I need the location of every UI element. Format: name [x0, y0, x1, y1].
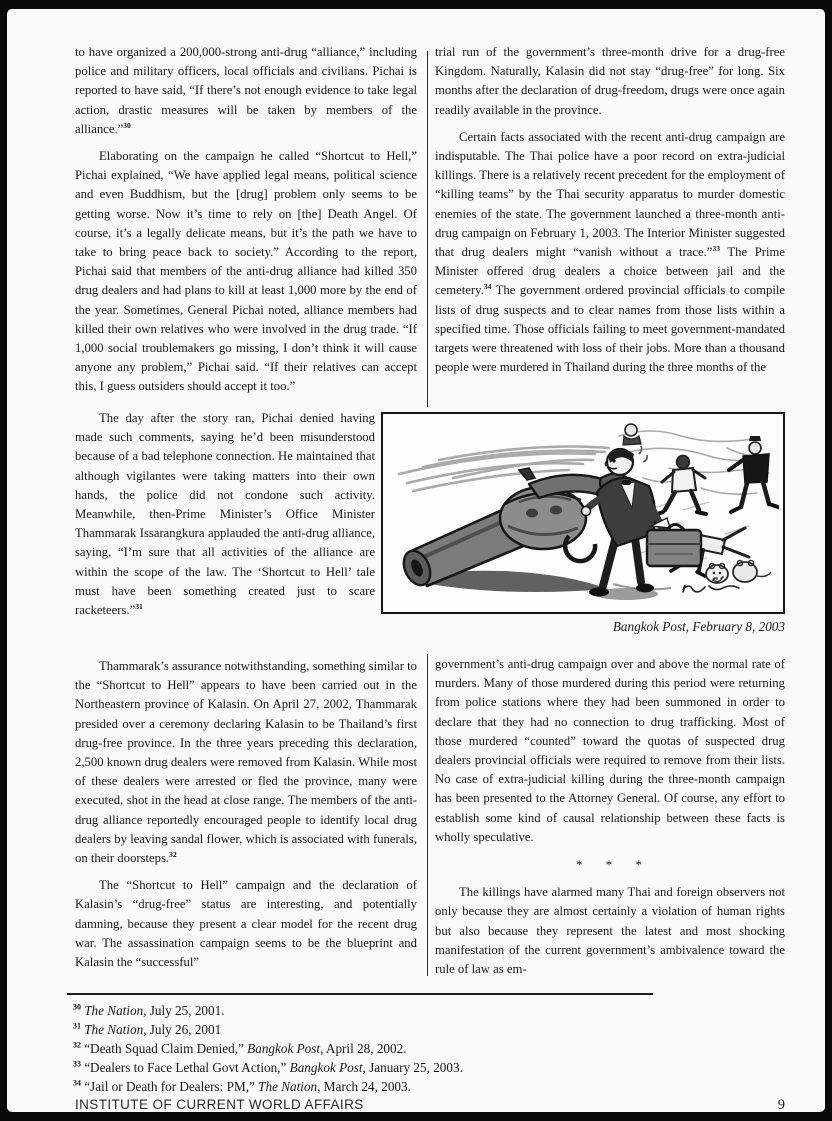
paragraph: The day after the story ran, Pichai denied having made such comments, saying he’d been misunderstood because of a bad telephone connection. He maintained that although vigilantes were taking matters into their own hands, the police did not condone such activity. Meanwhile, then-Prime Minister’s Office Minister Thammarak Issarangkura applauded the anti-drug alliance, saying, “I’m sure that all activities of the alliance are within the scope of the law. The ‘Shortcut to Hell’ tale must have been something created just to scare racketeers.”$^{31}$ [75, 411, 375, 618]
paragraph: The “Shortcut to Hell” campaign and the declaration of Kalasin’s “drug-free” status are interesting, and potentially damning, because they present a clear model for the recent drug war. The assassination campaign seems to be the blueprint and Kalasin the “successful” [75, 878, 417, 970]
cartoon-fleeing-figure [655, 456, 706, 516]
paragraph: trial run of the government’s three-month drive for a drug-free Kingdom. Naturally, Kalasin did not stay “drug-free” for long. Six months after the declaration of drug-freedom, drugs were once again readily available in the province. [435, 45, 785, 117]
paragraph: Elaborating on the campaign he called “Shortcut to Hell,” Pichai explained, “We have applied legal means, political science and even Buddhism, but the [drug] problem only seems to be getting worse. Now it’s time to rely on [the] Death Angel. Of course, it’s a legally delicate means, but it’s the path we have to take to bring peace back to society.” According to the report, Pichai said that members of the anti-drug alliance had killed 350 drug dealers and had plans to kill at least 1,000 more by the end of the year. Sometimes, General Pichai noted, alliance members had killed their own relatives who were involved in the drug trade. “If 1,000 social troublemakers go missing, I don’t think it will cause anyone any problem,” Pichai said. “If their relatives can accept this, I guess outsiders should accept it too.” [75, 149, 417, 394]
cartoon-briefcase [647, 518, 701, 566]
column-divider-upper [427, 51, 428, 407]
left-column-narrow [75, 409, 375, 628]
paragraph: The killings have alarmed many Thai and foreign observers not only because they are almost certainly a violation of human rights but also because they represent the latest and most shocking manifestation of the current government’s ambivalence toward the rule of law as em- [435, 885, 785, 977]
paragraph: Thammarak’s assurance notwithstanding, something similar to the “Shortcut to Hell” appears to have been carried out in the Northeastern province of Kalasin. On April 27, 2002, Thammarak presided over a ceremony declaring Kalasin to be Thailand’s first drug-free province. In the three years preceding this declaration, 2,500 known drug dealers were removed from Kalasin. While most of these dealers were arrested or fled the province, many were executed, shot in the head at close range. The members of the anti-drug alliance reportedly encouraged people to identify local drug dealers by leaving sandal flower, which is associated with funerals, on their doorsteps.$^{32}$ [75, 659, 417, 866]
footnote-rule [67, 993, 653, 995]
left-column-bottom [75, 657, 417, 987]
column-divider-lower [427, 654, 428, 976]
right-column-top [435, 43, 785, 385]
footnotes [73, 1001, 773, 1096]
section-break: * * * [576, 857, 644, 873]
paragraph: Certain facts associated with the recent anti-drug campaign are indisputable. The Thai police have a poor record on extra-judicial killings. There is a relatively recent precedent for the employment of “killing teams” by the Thai security apparatus to murder domestic enemies of the state. The government launched a three-month anti-drug campaign on February 1, 2003. The Interior Minister suggested that drug dealers might “vanish without a trace.”$^{33}$ The Prime Minister offered drug dealers a choice between jail and the cemetery.$^{34}$ The government ordered provincial officials to compile lists of drug suspects and to clear names from those lists within a specified time. Those officials failing to meet government-mandated targets were threatened with loss of their jobs. More than a thousand people were murdered in Thailand during the three months of the [435, 129, 785, 375]
page-footer [75, 1097, 785, 1114]
page-sheet [7, 9, 825, 1112]
cartoon-man [582, 446, 665, 597]
editorial-cartoon [381, 412, 785, 614]
left-column-top [75, 43, 417, 405]
footnote: $^{31}$ The Nation, July 26, 2001 [73, 1021, 222, 1037]
footnote: $^{33}$ “Dealers to Face Lethal Govt Action,” Bangkok Post, January 25, 2003. [73, 1059, 463, 1075]
footnote: $^{32}$ “Death Squad Claim Denied,” Bangkok Post, April 28, 2002. [73, 1040, 407, 1056]
cartoon-caption: Bangkok Post, February 8, 2003 [612, 619, 785, 634]
cartoon-rats [706, 560, 771, 583]
paragraph: to have organized a 200,000-strong anti-drug “alliance,” including police and military officers, local officials and civilians. Pichai is reported to have said, “If there’s not enough evidence to take legal action, drastic measures will be taken by members of the alliance.”$^{30}$ [75, 45, 417, 136]
right-column-bottom [435, 655, 785, 995]
cartoon-drawing [383, 414, 779, 608]
institute-name: INSTITUTE OF CURRENT WORLD AFFAIRS [75, 1097, 364, 1112]
paragraph: government’s anti-drug campaign over and above the normal rate of murders. Many of those murdered during this period were returning from police stations where they had been summoned in order to declare that they had no connection to drug trafficking. Most of those murdered “counted” toward the quotas of suspected drug dealers provincial officials were required to remove from their lists. No case of extra-judicial killing during the three-month campaign has been presented to the Attorney General. Of course, any effort to establish some kind of causal relationship between these facts is wholly speculative. [435, 657, 785, 844]
footnote: $^{30}$ The Nation, July 25, 2001. [73, 1002, 225, 1018]
page-number: 9 [777, 1097, 785, 1113]
cartoon-dark-figure [729, 436, 778, 512]
footnote: $^{34}$ “Jail or Death for Dealers: PM,” The Nation, March 24, 2003. [73, 1078, 411, 1094]
